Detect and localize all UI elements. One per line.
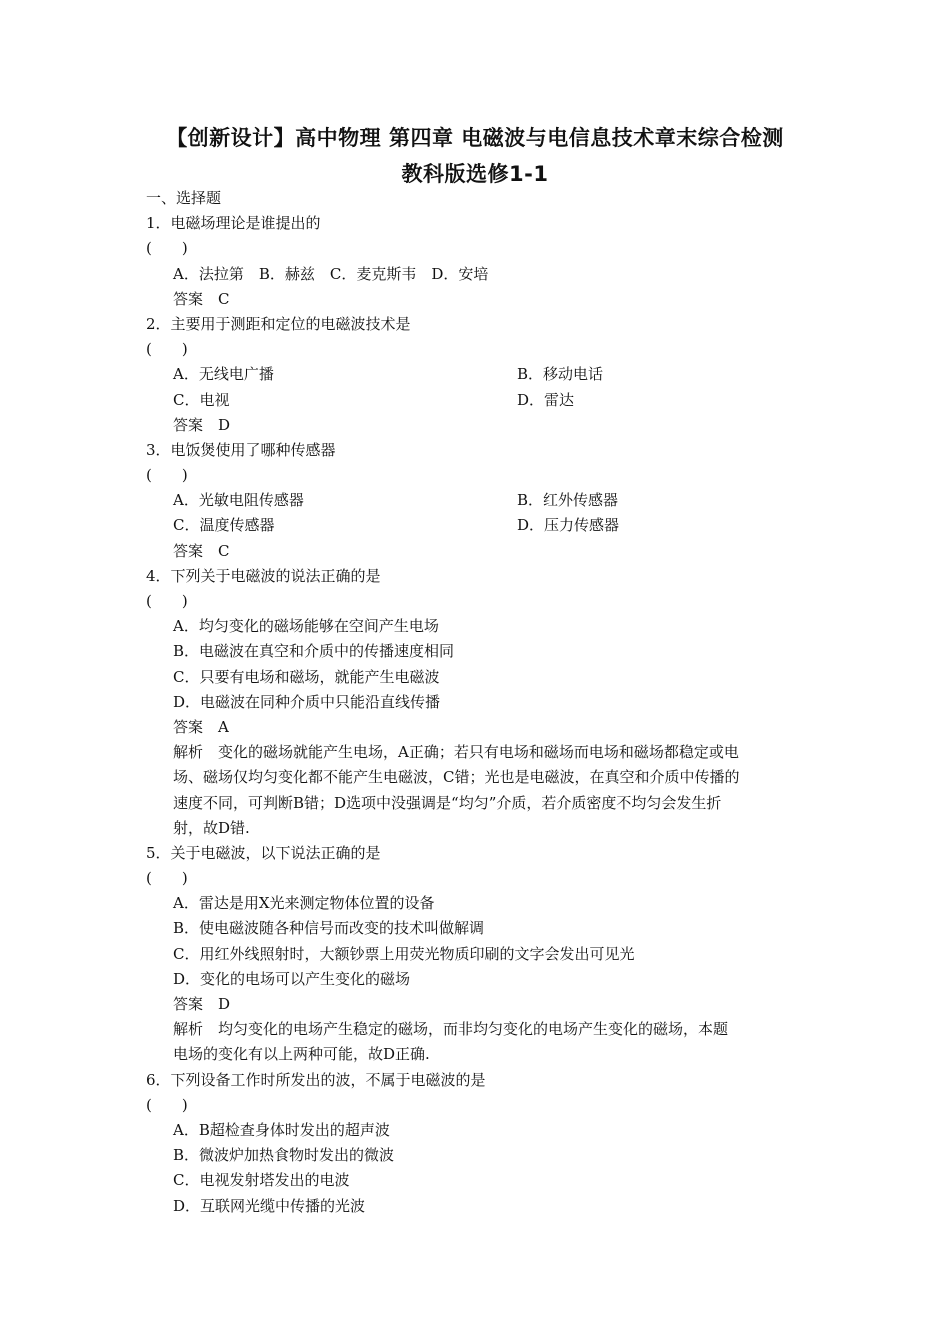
- option-row: [146, 488, 810, 513]
- answer-paren: ( ): [146, 340, 188, 359]
- option-c: C．电视: [173, 390, 230, 409]
- option-a: A．均匀变化的磁场能够在空间产生电场: [173, 617, 439, 636]
- answer: 答案 A: [173, 717, 229, 736]
- question-stem: 6．下列设备工作时所发出的波，不属于电磁波的是: [146, 1070, 486, 1089]
- option-a: A．B超检查身体时发出的超声波: [173, 1120, 390, 1139]
- option-d: D．雷达: [517, 390, 575, 409]
- question-stem: 4．下列关于电磁波的说法正确的是: [146, 566, 381, 585]
- analysis-line: 解析 变化的磁场就能产生电场，A正确；若只有电场和磁场而电场和磁场都稳定或电: [173, 743, 739, 762]
- option-d: D．电磁波在同种介质中只能沿直线传播: [173, 692, 441, 711]
- option-c: C．温度传感器: [173, 516, 275, 535]
- document-title-line-1: 【创新设计】高中物理 第四章 电磁波与电信息技术章末综合检测: [166, 126, 784, 150]
- answer-paren: ( ): [146, 592, 188, 610]
- option-c: C．用红外线照射时，大额钞票上用荧光物质印刷的文字会发出可见光: [173, 944, 635, 963]
- option-b: B．电磁波在真空和介质中的传播速度相同: [173, 642, 455, 661]
- option-c: C．只要有电场和磁场，就能产生电磁波: [173, 667, 440, 686]
- option-a: A．光敏电阻传感器: [173, 491, 304, 510]
- question-stem: 5．关于电磁波，以下说法正确的是: [146, 843, 381, 862]
- options-inline: A．法拉第 B．赫兹 C．麦克斯韦 D．安培: [173, 264, 489, 283]
- option-row: [146, 513, 810, 538]
- document-title-line-2: 教科版选修1-1: [401, 162, 549, 186]
- option-b: B．使电磁波随各种信号而改变的技术叫做解调: [173, 919, 485, 938]
- question-4: [146, 564, 810, 841]
- option-d: D．压力传感器: [517, 516, 620, 535]
- analysis-line: 场、磁场仅均匀变化都不能产生电磁波，C错；光也是电磁波，在真空和介质中传播的: [173, 768, 740, 787]
- option-b: B．移动电话: [517, 365, 604, 384]
- answer: 答案 D: [173, 995, 231, 1013]
- option-b: B．微波炉加热食物时发出的微波: [173, 1146, 395, 1165]
- option-d: D．变化的电场可以产生变化的磁场: [173, 969, 411, 988]
- section-label: 一、选择题: [146, 189, 222, 207]
- option-d: D．互联网光缆中传播的光波: [173, 1196, 366, 1215]
- analysis-line: 电场的变化有以上两种可能，故D正确.: [173, 1045, 430, 1064]
- analysis: [146, 740, 810, 841]
- analysis: [146, 1017, 810, 1067]
- question-6: [146, 1068, 810, 1219]
- document-body: [146, 186, 810, 1219]
- question-1: [146, 211, 810, 312]
- answer-paren: ( ): [146, 1095, 188, 1114]
- question-3: [146, 438, 810, 564]
- question-stem: 1．电磁场理论是谁提出的: [146, 214, 321, 233]
- question-5: [146, 841, 810, 1068]
- answer: 答案 D: [173, 415, 231, 434]
- answer-paren: ( ): [146, 466, 188, 485]
- question-2: [146, 312, 810, 438]
- option-row: [146, 388, 810, 413]
- question-stem: 2．主要用于测距和定位的电磁波技术是: [146, 314, 411, 333]
- analysis-line: 射，故D错.: [173, 818, 250, 837]
- answer-paren: ( ): [146, 869, 188, 888]
- answer: 答案 C: [173, 289, 230, 308]
- answer-paren: ( ): [146, 239, 188, 258]
- question-stem: 3．电饭煲使用了哪种传感器: [146, 440, 336, 459]
- option-c: C．电视发射塔发出的电波: [173, 1171, 350, 1190]
- analysis-line: 解析 均匀变化的电场产生稳定的磁场，而非均匀变化的电场产生变化的磁场，本题: [173, 1020, 729, 1039]
- option-row: [146, 362, 810, 387]
- option-b: B．红外传感器: [517, 491, 619, 510]
- answer: 答案 C: [173, 541, 230, 560]
- option-a: A．无线电广播: [173, 365, 274, 384]
- analysis-line: 速度不同，可判断B错；D选项中没强调是“均匀”介质，若介质密度不均匀会发生折: [173, 793, 722, 812]
- option-a: A．雷达是用X光来测定物体位置的设备: [173, 894, 435, 913]
